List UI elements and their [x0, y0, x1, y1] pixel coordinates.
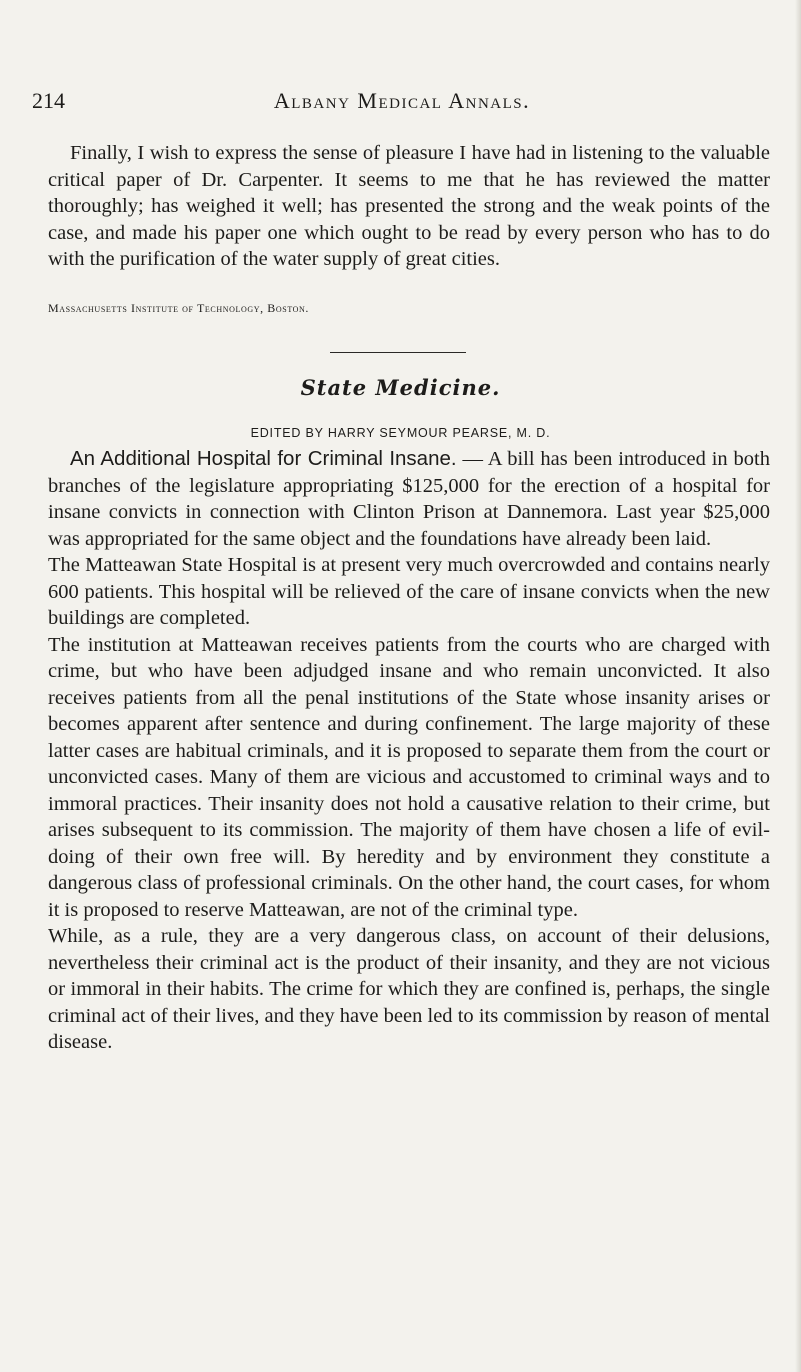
page-number: 214: [32, 88, 65, 113]
author-affiliation: Massachusetts Institute of Technology, Boston.: [48, 301, 310, 315]
section-editor: EDITED BY HARRY SEYMOUR PEARSE, M. D.: [250, 426, 551, 440]
article-paragraph: [48, 446, 770, 552]
section-divider: [330, 352, 466, 353]
intro-paragraph: Finally, I wish to express the sense of pleasure I have had in listening to the valuable critical paper of Dr. Carpenter. It seems to me that he has reviewed the matter thoroughly; has weighed it well; has presented the strong and the weak points of the case, and made his paper one which ought to be read by every person who has to do with the purification of the water supply of great cities.: [48, 142, 770, 270]
section-title: State Medicine.: [300, 375, 501, 400]
article-lead-text: — A bill has been introduced in both branches of the legislature appropriating $125,000 for the erection of a hospital for insane convicts in connection with Clinton Prison at Dannemora. Last year $25,000 was appropriated for the same object and the foundations have already been laid.: [48, 448, 770, 550]
running-title: Albany Medical Annals.: [273, 88, 531, 113]
article-paragraph: The Matteawan State Hospital is at present very much overcrowded and contains nearly 600 patients. This hospital will be relieved of the care of insane convicts when the new buildings are completed.: [48, 554, 770, 629]
article-heading: An Additional Hospital for Criminal Insane.: [70, 447, 457, 470]
intro-text: [48, 140, 770, 273]
article-body: [48, 446, 770, 1056]
article-paragraph: While, as a rule, they are a very dangerous class, on account of their delusions, nevertheless their criminal act is the product of their insanity, and they are not vicious or immoral in their habits. The crime for which they are confined is, perhaps, the single criminal act of their lives, and they have been led to its commission by reason of mental disease.: [48, 925, 770, 1053]
page-header: [32, 88, 772, 118]
article-paragraph: The institution at Matteawan receives patients from the courts who are charged with crime, but who have been adjudged insane and who remain unconvicted. It also receives patients from all the penal institutions of the State whose insanity arises or becomes apparent after sentence and during confinement. The large majority of these latter cases are habitual criminals, and it is proposed to separate them from the court or unconvicted cases. Many of them are vicious and accustomed to criminal ways and to immoral practices. Their insanity does not hold a causative relation to their crime, but arises subsequent to its commission. The majority of them have chosen a life of evil-doing of their own free will. By heredity and by environment they constitute a dangerous class of professional criminals. On the other hand, the court cases, for whom it is proposed to reserve Matteawan, are not of the criminal type.: [48, 633, 770, 921]
page-edge-shadow: [795, 0, 801, 1372]
